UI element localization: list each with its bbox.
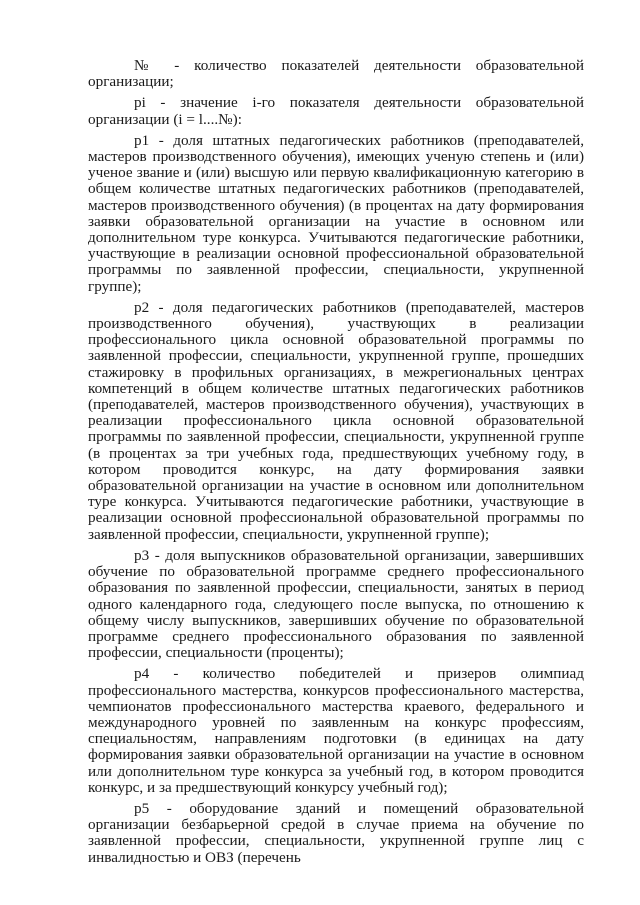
indicator-p2: p2 - доля педагогических работников (преподавателей, мастеров производственного обучения), участвующих в реализации профессионального цикла основной образовательной программы по заявленной профессии, специальности, укрупненной группе, прошедших стажировку в профильных организациях, в межрегиональных центрах компетенций в общем количестве штатных педагогических работников (преподавателей, мастеров производственного обучения), участвующих в реализации профессионального цикла основной образовательной программы по заявленной профессии, специальности, укрупненной группе (в процентах за три учебных года, предшествующих учебному году, в котором проводится конкурс, на дату формирования заявки образовательной организации на участие в основном или дополнительном туре конкурса. Учитываются педагогические работники, участвующие в реализации основной профессиональной образовательной программы по заявленной профессии, специальности, укрупненной группе); — [88, 298, 584, 543]
document-page — [88, 58, 584, 866]
indicator-p5: p5 - оборудование зданий и помещений образовательной организации безбарьерной средой в случае приема на обучение по заявленной профессии, специальности, укрупненной группе лиц с инвалидностью и ОВЗ (перечень — [88, 799, 584, 866]
indicator-p4: p4 - количество победителей и призеров олимпиад профессионального мастерства, конкурсов профессионального мастерства, чемпионатов профессионального мастерства краевого, федерального и международного уровней по заявленным на конкурс профессиям, специальностям, направлениям подготовки (в единицах на дату формирования заявки образовательной организации на участие в основном или дополнительном туре конкурса за учебный год, в котором проводится конкурс, и за предшествующий конкурсу учебный год); — [88, 665, 584, 796]
legend-n-count: № - количество показателей деятельности образовательной организации; — [88, 57, 584, 91]
indicator-p3: p3 - доля выпускников образовательной организации, завершивших обучение по образовательной программе среднего профессионального образования по заявленной профессии, специальности, занятых в период одного календарного года, следующего после выпуска, по отношению к общему числу выпускников, завершивших обучение по образовательной программе среднего профессионального образования по заявленной профессии, специальности (проценты); — [88, 546, 584, 662]
legend-pi-value: pi - значение i-го показателя деятельности образовательной организации (i = l....№): — [88, 94, 584, 128]
indicator-p1: p1 - доля штатных педагогических работников (преподавателей, мастеров производственного обучения), имеющих ученую степень и (или) ученое звание и (или) высшую или первую квалификационную категорию в общем количестве штатных педагогических работников (преподавателей, мастеров производственного обучения) (в процентах на дату формирования заявки образовательной организации на участие в основном или дополнительном туре конкурса. Учитываются педагогические работники, участвующие в реализации основной профессиональной образовательной программы по заявленной профессии, специальности, укрупненной группе); — [88, 131, 584, 295]
